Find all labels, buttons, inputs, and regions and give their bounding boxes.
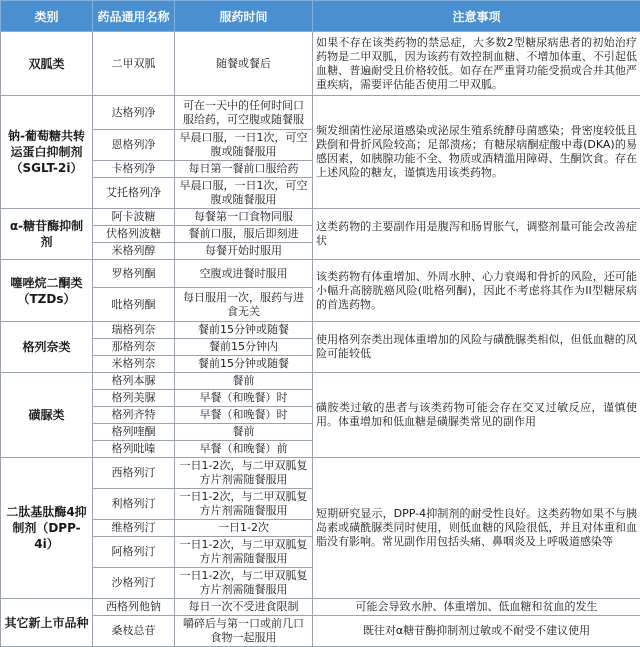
header-category: 类别 <box>1 1 93 32</box>
drug-name-cell: 伏格列波糖 <box>93 226 175 243</box>
note-cell: 既往对α糖苷酶抑制剂过敏或不耐受不建议使用 <box>313 616 640 647</box>
note-cell: 如果不存在该类药物的禁忌症，大多数2型糖尿病患者的初始治疗药物是二甲双胍，因为该药有效控制血糖、不增加体重、不引起低血糖、普遍耐受且价格较低。如存在严重肾功能受损或合并其他严重疾病，需要评估能否使用二甲双胍。 <box>313 32 640 96</box>
drug-name-cell: 沙格列汀 <box>93 568 175 599</box>
drug-name-cell: 西格列他钠 <box>93 599 175 616</box>
category-cell: 其它新上市品种 <box>1 599 93 647</box>
note-cell: 磺胺类过敏的患者与该类药物可能会存在交叉过敏反应，谨慎使用。体重增加和低血糖是磺脲类常见的副作用 <box>313 373 640 458</box>
drug-name-cell: 恩格列净 <box>93 130 175 161</box>
dosing-time-cell: 早餐（和晚餐）时 <box>175 390 313 407</box>
table-row <box>1 322 640 339</box>
table-row <box>1 373 640 390</box>
dosing-time-cell: 每日服用一次，服药与进食无关 <box>175 288 313 322</box>
category-cell: 二肽基肽酶4抑制剂（DPP-4i） <box>1 458 93 599</box>
header-notes: 注意事项 <box>313 1 640 32</box>
drug-name-cell: 罗格列酮 <box>93 260 175 288</box>
dosing-time-cell: 空腹或进餐时服用 <box>175 260 313 288</box>
drug-name-cell: 格列吡嗪 <box>93 441 175 458</box>
dosing-time-cell: 一日1-2次 <box>175 520 313 537</box>
drug-name-cell: 二甲双胍 <box>93 32 175 96</box>
dosing-time-cell: 每餐第一口食物同服 <box>175 209 313 226</box>
note-cell: 可能会导致水肿、体重增加、低血糖和贫血的发生 <box>313 599 640 616</box>
dosing-time-cell: 早餐（和晚餐）前 <box>175 441 313 458</box>
category-cell: α-糖苷酶抑制剂 <box>1 209 93 260</box>
drug-name-cell: 阿卡波糖 <box>93 209 175 226</box>
drug-name-cell: 格列喹酮 <box>93 424 175 441</box>
header-drug-name: 药品通用名称 <box>93 1 175 32</box>
category-cell: 双胍类 <box>1 32 93 96</box>
dosing-time-cell: 早晨口服，一日1次，可空腹或随餐服用 <box>175 130 313 161</box>
dosing-time-cell: 一日1-2次，与二甲双胍复方片剂需随餐服用 <box>175 458 313 489</box>
table-row <box>1 96 640 130</box>
dosing-time-cell: 可在一天中的任何时间口服给药，可空腹或随餐服 <box>175 96 313 130</box>
dosing-time-cell: 每日一次不受进食限制 <box>175 599 313 616</box>
note-cell: 该类药物有体重增加、外周水肿、心力衰竭和骨折的风险，还可能小幅升高膀胱癌风险(吡格列酮)，因此不考虑将其作为II型糖尿病的首选药物。 <box>313 260 640 322</box>
dosing-time-cell: 早餐（和晚餐）时 <box>175 407 313 424</box>
drug-name-cell: 米格列醇 <box>93 243 175 260</box>
drug-name-cell: 桑枝总苷 <box>93 616 175 647</box>
table-row <box>1 458 640 489</box>
drug-name-cell: 吡格列酮 <box>93 288 175 322</box>
drug-name-cell: 阿格列汀 <box>93 537 175 568</box>
dosing-time-cell: 一日1-2次，与二甲双胍复方片剂需随餐服用 <box>175 568 313 599</box>
header-dosing-time: 服药时间 <box>175 1 313 32</box>
dosing-time-cell: 餐前15分钟或随餐 <box>175 356 313 373</box>
drug-name-cell: 那格列奈 <box>93 339 175 356</box>
note-cell: 这类药物的主要副作用是腹泻和肠胃胀气，调整剂量可能会改善症状 <box>313 209 640 260</box>
dosing-time-cell: 每日第一餐前口服给药 <box>175 161 313 178</box>
dosing-time-cell: 餐前15分钟内 <box>175 339 313 356</box>
dosing-time-cell: 餐前15分钟或随餐 <box>175 322 313 339</box>
category-cell: 格列奈类 <box>1 322 93 373</box>
table-row <box>1 260 640 288</box>
drug-name-cell: 利格列汀 <box>93 489 175 520</box>
dosing-time-cell: 嚼碎后与第一口或前几口食物一起服用 <box>175 616 313 647</box>
drug-name-cell: 瑞格列奈 <box>93 322 175 339</box>
dosing-time-cell: 餐前 <box>175 424 313 441</box>
drug-name-cell: 西格列汀 <box>93 458 175 489</box>
dosing-time-cell: 每餐开始时服用 <box>175 243 313 260</box>
drug-name-cell: 格列本脲 <box>93 373 175 390</box>
dosing-time-cell: 餐前口服，服后即刻进 <box>175 226 313 243</box>
dosing-time-cell: 一日1-2次，与二甲双胍复方片剂需随餐服用 <box>175 537 313 568</box>
category-cell: 噻唑烷二酮类（TZDs） <box>1 260 93 322</box>
note-cell: 短期研究显示，DPP-4抑制剂的耐受性良好。这类药物如果不与胰岛素或磺酰脲类同时使用，则低血糖的风险很低，并且对体重和血脂没有影响。常见副作用包括头痛、鼻咽炎及上呼吸道感染等 <box>313 458 640 599</box>
table-row <box>1 32 640 96</box>
dosing-time-cell: 早晨口服，一日1次，可空腹或随餐服用 <box>175 178 313 209</box>
table-row <box>1 599 640 616</box>
dosing-time-cell: 随餐或餐后 <box>175 32 313 96</box>
drug-name-cell: 格列齐特 <box>93 407 175 424</box>
table-row <box>1 616 640 647</box>
dosing-time-cell: 餐前 <box>175 373 313 390</box>
drug-name-cell: 达格列净 <box>93 96 175 130</box>
table-row <box>1 209 640 226</box>
category-cell: 磺脲类 <box>1 373 93 458</box>
drug-name-cell: 米格列奈 <box>93 356 175 373</box>
dosing-time-cell: 一日1-2次，与二甲双胍复方片剂需随餐服用 <box>175 489 313 520</box>
drug-name-cell: 格列美脲 <box>93 390 175 407</box>
note-cell: 使用格列奈类出现体重增加的风险与磺酰脲类相似，但低血糖的风险可能较低 <box>313 322 640 373</box>
drug-name-cell: 艾托格列净 <box>93 178 175 209</box>
drug-name-cell: 卡格列净 <box>93 161 175 178</box>
note-cell: 频发细菌性泌尿道感染或泌尿生殖系统酵母菌感染；骨密度较低且跌倒和骨折风险较高；足部溃疡；有糖尿病酮症酸中毒(DKA)的易感因素，如胰腺功能不全、物质或酒精滥用障碍、生酮饮食。存在上述风险的糖友，谨慎选用该类药物。 <box>313 96 640 209</box>
category-cell: 钠-葡萄糖共转运蛋白抑制剂（SGLT-2i） <box>1 96 93 209</box>
header-row <box>1 1 640 32</box>
drug-name-cell: 维格列汀 <box>93 520 175 537</box>
